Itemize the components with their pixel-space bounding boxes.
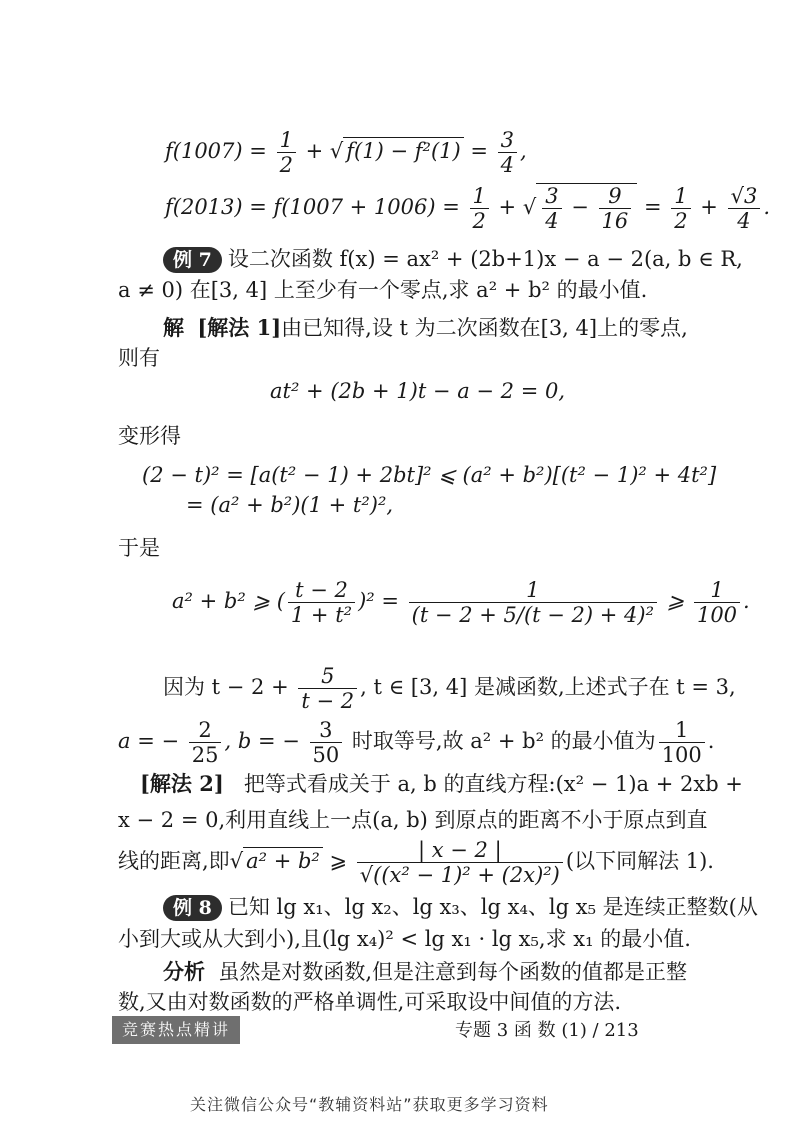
eq-text: = bbox=[637, 195, 669, 219]
because-line bbox=[163, 664, 736, 713]
fraction bbox=[694, 578, 740, 627]
frac-num: 1 bbox=[470, 184, 489, 209]
frac-num: 9 bbox=[599, 184, 632, 209]
fraction bbox=[671, 184, 690, 233]
frac-num: 3 bbox=[542, 184, 561, 209]
frac-num: 1 bbox=[671, 184, 690, 209]
transform-label: 变形得 bbox=[118, 424, 181, 448]
sqrt-content bbox=[536, 183, 637, 233]
eq-text: f(1007) = bbox=[165, 139, 274, 163]
watermark-text: 关注微信公众号“教辅资料站”获取更多学习资料 bbox=[190, 1095, 549, 1114]
solution-text: 线的距离,即 bbox=[118, 849, 230, 873]
equation-f2013 bbox=[165, 183, 770, 233]
solution-line1 bbox=[163, 313, 688, 343]
eq-text: 时取等号,故 a² + b² 的最小值为 bbox=[345, 729, 656, 753]
eq-text: ⩾ bbox=[322, 849, 354, 873]
solution-text: 由已知得,设 t 为二次函数在[3, 4]上的零点, bbox=[281, 316, 688, 340]
equation-f1007 bbox=[165, 128, 527, 177]
eq-text: , t ∈ [3, 4] 是减函数,上述式子在 t = 3, bbox=[360, 675, 736, 699]
example-text: 设二次函数 f(x) = ax² + (2b+1)x − a − 2(a, b ∈ R, bbox=[227, 247, 743, 271]
method2-line2: x − 2 = 0,利用直线上一点(a, b) 到原点的距离不小于原点到直 bbox=[118, 808, 708, 832]
eq-text: , b = − bbox=[224, 729, 307, 753]
frac-den: (t − 2 + 5/(t − 2) + 4)² bbox=[411, 603, 654, 627]
eq-text: = bbox=[463, 139, 495, 163]
method2-line1 bbox=[140, 769, 743, 799]
frac-den: 2 bbox=[279, 153, 293, 177]
analysis-text: 虽然是对数函数,但是注意到每个函数的值都是正整 bbox=[218, 960, 688, 984]
fraction bbox=[599, 184, 632, 233]
eq-text: a² + b² ⩾ ( bbox=[172, 589, 285, 613]
example-7-line1 bbox=[163, 244, 743, 274]
sqrt-icon: √ bbox=[522, 195, 537, 219]
sqrt-content: f(1) − f²(1) bbox=[343, 137, 463, 164]
eq-text: . bbox=[763, 195, 770, 219]
frac-num: 2 bbox=[189, 718, 222, 743]
fraction bbox=[277, 128, 296, 177]
frac-num: 1 bbox=[409, 578, 657, 603]
frac-den: 4 bbox=[737, 209, 751, 233]
eq-text: + bbox=[298, 139, 330, 163]
example-7-line2: a ≠ 0) 在[3, 4] 上至少有一个零点,求 a² + b² 的最小值. bbox=[118, 278, 648, 302]
frac-den: 4 bbox=[500, 153, 515, 177]
fraction bbox=[542, 184, 561, 233]
frac-den: 2 bbox=[472, 209, 486, 233]
frac-num: 1 bbox=[659, 718, 705, 743]
eq-text: . bbox=[743, 589, 750, 613]
equation-3 bbox=[172, 578, 750, 627]
analysis-label: 分析 bbox=[163, 959, 205, 984]
frac-num: 3 bbox=[310, 718, 343, 743]
frac-den: 50 bbox=[312, 743, 340, 767]
example-text: 已知 lg x₁、lg x₂、lg x₃、lg x₄、lg x₅ 是连续正整数(从 bbox=[227, 895, 758, 919]
frac-den: 1 + t² bbox=[290, 603, 353, 627]
yushi-label: 于是 bbox=[118, 536, 160, 560]
fraction bbox=[298, 664, 357, 713]
analysis-line2: 数,又由对数函数的严格单调性,可采取设中间值的方法. bbox=[118, 990, 622, 1014]
equation-2a: (2 − t)² = [a(t² − 1) + 2bt]² ⩽ (a² + b²)[(t² − 1)² + 4t²] bbox=[142, 463, 717, 487]
fraction bbox=[357, 838, 563, 887]
frac-den: 100 bbox=[661, 743, 702, 767]
equation-2b: = (a² + b²)(1 + t²)², bbox=[186, 493, 394, 517]
fraction bbox=[409, 578, 657, 627]
eq-text: + bbox=[491, 195, 523, 219]
frac-den: 2 bbox=[674, 209, 688, 233]
solution-line2: 则有 bbox=[118, 346, 160, 370]
equality-condition-line bbox=[118, 718, 714, 767]
page-number: 专题 3 函 数 (1) / 213 bbox=[455, 1020, 639, 1041]
fraction bbox=[288, 578, 355, 627]
equation-1: at² + (2b + 1)t − a − 2 = 0, bbox=[270, 379, 566, 403]
eq-text: ⩾ bbox=[660, 589, 691, 613]
solution-text: (以下同解法 1). bbox=[565, 849, 714, 873]
fraction bbox=[470, 184, 489, 233]
example-badge: 例 7 bbox=[163, 247, 222, 273]
frac-num: t − 2 bbox=[288, 578, 355, 603]
frac-num: 1 bbox=[694, 578, 740, 603]
fraction bbox=[659, 718, 705, 767]
eq-text: , bbox=[520, 139, 527, 163]
sqrt-icon: √ bbox=[229, 849, 244, 873]
sqrt-icon: √ bbox=[329, 139, 344, 163]
eq-text: a = − bbox=[118, 729, 186, 753]
eq-text: − bbox=[564, 195, 596, 219]
fraction bbox=[189, 718, 222, 767]
section-tag: 竞赛热点精讲 bbox=[112, 1016, 240, 1044]
method-label: [解法 1] bbox=[197, 315, 282, 340]
frac-num: 1 bbox=[277, 128, 296, 153]
frac-num: 5 bbox=[298, 664, 357, 689]
frac-den: √((x² − 1)² + (2x)²) bbox=[359, 863, 560, 887]
frac-den: 4 bbox=[545, 209, 559, 233]
analysis-line1 bbox=[163, 957, 687, 987]
eq-text: + bbox=[693, 195, 725, 219]
example-badge: 例 8 bbox=[163, 895, 222, 921]
eq-text: f(2013) = f(1007 + 1006) = bbox=[165, 195, 467, 219]
frac-den: 100 bbox=[696, 603, 738, 627]
frac-num: | x − 2 | bbox=[357, 838, 563, 863]
frac-num: 3 bbox=[498, 128, 517, 153]
frac-num: √3 bbox=[728, 184, 761, 209]
example-8-line1 bbox=[163, 892, 758, 922]
eq-text: 因为 t − 2 + bbox=[163, 675, 296, 699]
frac-den: 25 bbox=[191, 743, 219, 767]
method-label: [解法 2] bbox=[140, 771, 224, 796]
fraction bbox=[728, 184, 761, 233]
solution-label: 解 bbox=[163, 315, 184, 340]
sqrt-content: a² + b² bbox=[243, 847, 323, 874]
fraction bbox=[310, 718, 343, 767]
fraction bbox=[498, 128, 517, 177]
example-8-line2: 小到大或从大到小),且(lg x₄)² < lg x₁ · lg x₅,求 x₁ 的最小值. bbox=[118, 927, 691, 951]
frac-den: 16 bbox=[601, 209, 629, 233]
frac-den: t − 2 bbox=[301, 689, 355, 713]
method2-line3 bbox=[118, 838, 714, 887]
solution-text: 把等式看成关于 a, b 的直线方程:(x² − 1)a + 2xb + bbox=[243, 772, 743, 796]
eq-text: . bbox=[707, 729, 715, 753]
eq-text: )² = bbox=[358, 589, 406, 613]
